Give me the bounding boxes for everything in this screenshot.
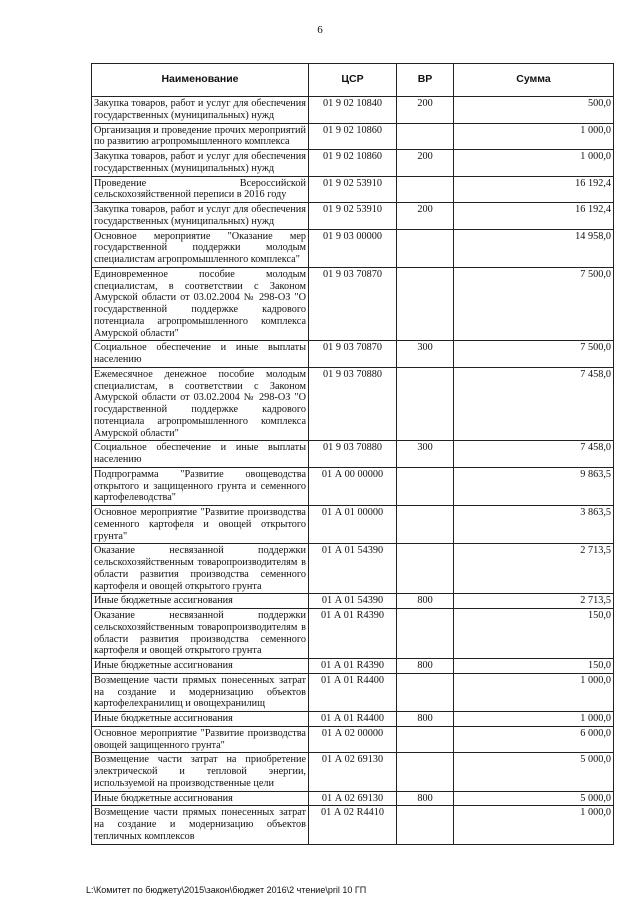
header-name: Наименование [92, 64, 309, 97]
cell-csr: 01 9 02 10860 [309, 150, 397, 177]
cell-vr: 200 [397, 97, 454, 124]
cell-name: Возмещение части затрат на приобретение электрической и тепловой энергии, используемой на производственные цели [92, 753, 309, 791]
table-row [92, 150, 614, 177]
cell-name: Закупка товаров, работ и услуг для обеспечения государственных (муниципальных) нужд [92, 203, 309, 230]
cell-name: Основное мероприятие "Развитие производства семенного картофеля и овощей открытого грунта" [92, 506, 309, 544]
cell-name: Закупка товаров, работ и услуг для обеспечения государственных (муниципальных) нужд [92, 150, 309, 177]
cell-name: Ежемесячное денежное пособие молодым специалистам, в соответствии с Законом Амурской области от 03.02.2004 № 298-ОЗ "О государственной поддержке кадрового потенциала агропромышленного комплекса Амурской области" [92, 367, 309, 441]
table-header-row [92, 64, 614, 97]
cell-vr [397, 753, 454, 791]
cell-vr: 800 [397, 712, 454, 727]
table-row [92, 673, 614, 711]
cell-csr: 01 А 01 R4400 [309, 673, 397, 711]
cell-vr [397, 544, 454, 594]
table-row [92, 341, 614, 368]
cell-vr [397, 267, 454, 341]
cell-csr: 01 9 03 70870 [309, 341, 397, 368]
cell-sum: 3 863,5 [454, 506, 614, 544]
cell-csr: 01 9 02 53910 [309, 203, 397, 230]
cell-name: Организация и проведение прочих мероприятий по развитию агропромышленного комплекса [92, 123, 309, 150]
cell-vr [397, 609, 454, 659]
cell-name: Иные бюджетные ассигнования [92, 791, 309, 806]
cell-sum: 500,0 [454, 97, 614, 124]
table-row [92, 753, 614, 791]
table-row [92, 806, 614, 844]
cell-name: Возмещение части прямых понесенных затрат на создание и модернизацию объектов тепличных комплексов [92, 806, 309, 844]
cell-csr: 01 А 01 00000 [309, 506, 397, 544]
cell-sum: 14 958,0 [454, 229, 614, 267]
cell-csr: 01 9 02 10860 [309, 123, 397, 150]
cell-sum: 6 000,0 [454, 726, 614, 753]
budget-table [91, 63, 614, 845]
cell-name: Основное мероприятие "Развитие производства овощей защищенного грунта" [92, 726, 309, 753]
cell-vr: 300 [397, 441, 454, 468]
table-row [92, 659, 614, 674]
header-sum: Сумма [454, 64, 614, 97]
table-row [92, 726, 614, 753]
cell-vr [397, 673, 454, 711]
cell-csr: 01 А 00 00000 [309, 467, 397, 505]
cell-vr: 800 [397, 791, 454, 806]
cell-csr: 01 9 03 00000 [309, 229, 397, 267]
table-row [92, 176, 614, 203]
page-number: 6 [317, 24, 323, 36]
cell-name: Возмещение части прямых понесенных затрат на создание и модернизацию объектов картофелехранилищ и овощехранилищ [92, 673, 309, 711]
cell-csr: 01 А 01 54390 [309, 544, 397, 594]
cell-csr: 01 А 01 R4390 [309, 609, 397, 659]
table-row [92, 594, 614, 609]
cell-name: Социальное обеспечение и иные выплаты населению [92, 441, 309, 468]
cell-sum: 7 500,0 [454, 341, 614, 368]
table-row [92, 506, 614, 544]
cell-name: Закупка товаров, работ и услуг для обеспечения государственных (муниципальных) нужд [92, 97, 309, 124]
table-row [92, 367, 614, 441]
table-row [92, 544, 614, 594]
cell-vr: 200 [397, 150, 454, 177]
cell-vr: 200 [397, 203, 454, 230]
cell-sum: 5 000,0 [454, 753, 614, 791]
cell-csr: 01 А 01 R4390 [309, 659, 397, 674]
cell-vr: 800 [397, 659, 454, 674]
cell-vr [397, 726, 454, 753]
cell-vr [397, 123, 454, 150]
cell-csr: 01 9 03 70880 [309, 441, 397, 468]
table-row [92, 712, 614, 727]
cell-sum: 16 192,4 [454, 176, 614, 203]
cell-sum: 150,0 [454, 609, 614, 659]
cell-sum: 1 000,0 [454, 712, 614, 727]
cell-vr [397, 367, 454, 441]
table-row [92, 467, 614, 505]
table-row [92, 441, 614, 468]
cell-sum: 2 713,5 [454, 544, 614, 594]
table-row [92, 123, 614, 150]
cell-sum: 150,0 [454, 659, 614, 674]
table-row [92, 229, 614, 267]
cell-name: Иные бюджетные ассигнования [92, 594, 309, 609]
cell-csr: 01 9 03 70870 [309, 267, 397, 341]
cell-sum: 7 458,0 [454, 367, 614, 441]
cell-name: Социальное обеспечение и иные выплаты населению [92, 341, 309, 368]
cell-csr: 01 А 01 54390 [309, 594, 397, 609]
cell-vr: 300 [397, 341, 454, 368]
cell-vr [397, 229, 454, 267]
cell-name: Проведение Всероссийской сельскохозяйственной переписи в 2016 году [92, 176, 309, 203]
file-path-footer: L:\Комитет по бюджету\2015\закон\бюджет 2016\2 чтение\pril 10 ГП [86, 885, 367, 895]
cell-vr [397, 806, 454, 844]
cell-name: Оказание несвязанной поддержки сельскохозяйственным товаропроизводителям в области развития производства семенного картофеля и овощей открытого грунта [92, 544, 309, 594]
cell-sum: 1 000,0 [454, 150, 614, 177]
cell-csr: 01 А 02 69130 [309, 791, 397, 806]
cell-sum: 2 713,5 [454, 594, 614, 609]
cell-csr: 01 9 02 53910 [309, 176, 397, 203]
cell-vr [397, 506, 454, 544]
cell-sum: 16 192,4 [454, 203, 614, 230]
table-row [92, 267, 614, 341]
cell-name: Основное мероприятие "Оказание мер государственной поддержки молодым специалистам агропромышленного комплекса" [92, 229, 309, 267]
cell-sum: 1 000,0 [454, 673, 614, 711]
header-vr: ВР [397, 64, 454, 97]
cell-csr: 01 9 02 10840 [309, 97, 397, 124]
cell-csr: 01 А 02 00000 [309, 726, 397, 753]
cell-vr: 800 [397, 594, 454, 609]
cell-vr [397, 467, 454, 505]
cell-sum: 5 000,0 [454, 791, 614, 806]
header-csr: ЦСР [309, 64, 397, 97]
cell-csr: 01 А 02 69130 [309, 753, 397, 791]
cell-name: Иные бюджетные ассигнования [92, 659, 309, 674]
table-row [92, 609, 614, 659]
cell-name: Единовременное пособие молодым специалистам, в соответствии с Законом Амурской области от 03.02.2004 № 298-ОЗ "О государственной поддержке кадрового потенциала агропромышленного комплекса Амурской области" [92, 267, 309, 341]
table-row [92, 97, 614, 124]
cell-sum: 7 500,0 [454, 267, 614, 341]
cell-name: Оказание несвязанной поддержки сельскохозяйственным товаропроизводителям в области развития производства семенного картофеля и овощей открытого грунта [92, 609, 309, 659]
cell-name: Иные бюджетные ассигнования [92, 712, 309, 727]
cell-name: Подпрограмма "Развитие овощеводства открытого и защищенного грунта и семенного картофелеводства" [92, 467, 309, 505]
cell-sum: 1 000,0 [454, 806, 614, 844]
cell-sum: 1 000,0 [454, 123, 614, 150]
cell-sum: 7 458,0 [454, 441, 614, 468]
cell-csr: 01 А 02 R4410 [309, 806, 397, 844]
table-row [92, 791, 614, 806]
cell-csr: 01 А 01 R4400 [309, 712, 397, 727]
cell-sum: 9 863,5 [454, 467, 614, 505]
table-row [92, 203, 614, 230]
cell-vr [397, 176, 454, 203]
cell-csr: 01 9 03 70880 [309, 367, 397, 441]
